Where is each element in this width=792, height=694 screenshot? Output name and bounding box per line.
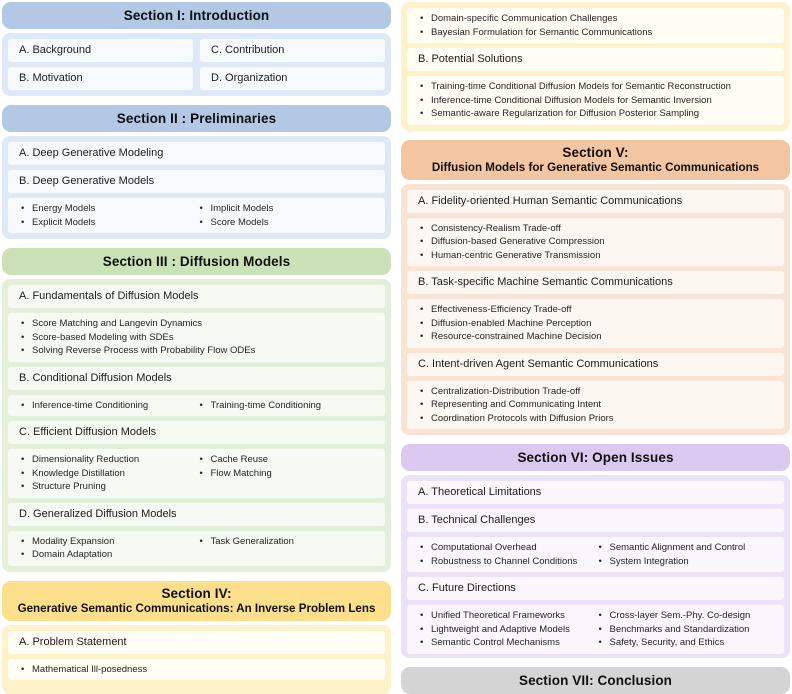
- bullet-item: • Semantic-aware Regularization for Diffusion Posterior Sampling: [417, 107, 774, 121]
- bullet-columns: [417, 222, 774, 263]
- bullet-item: • Diffusion-based Generative Compression: [417, 235, 774, 249]
- bullet-item: • Coordination Protocols with Diffusion Priors: [417, 412, 774, 426]
- bullet-column: [18, 453, 197, 494]
- bullet-item: • Semantic Alignment and Control: [596, 541, 775, 555]
- bullet-item: • Domain-specific Communication Challenges: [417, 12, 774, 26]
- bullet-item: • Training-time Conditioning: [197, 399, 376, 413]
- bullet-list: [8, 313, 385, 362]
- section-body: [2, 625, 391, 694]
- subsection-box: A. Fundamentals of Diffusion Models: [8, 285, 385, 308]
- bullet-columns: [18, 399, 375, 413]
- bullet-item: • Unified Theoretical Frameworks: [417, 609, 596, 623]
- bullet-item: • Solving Reverse Process with Probability Flow ODEs: [18, 344, 375, 358]
- bullet-item: • Bayesian Formulation for Semantic Communications: [417, 26, 774, 40]
- bullet-item: • Consistency-Realism Trade-off: [417, 222, 774, 236]
- subsection-box: C. Future Directions: [407, 577, 784, 600]
- section-title-line: Generative Semantic Communications: An Inverse Problem Lens: [17, 601, 376, 615]
- bullet-list: [407, 605, 784, 654]
- bullet-column: [417, 303, 774, 344]
- bullet-column: [596, 609, 775, 650]
- bullet-list: [407, 218, 784, 267]
- section-body: [2, 33, 391, 96]
- bullet-item: • Effectiveness-Efficiency Trade-off: [417, 303, 774, 317]
- subsection-box: B. Deep Generative Models: [8, 170, 385, 193]
- bullet-column: [417, 609, 596, 650]
- bullet-item: • Dimensionality Reduction: [18, 453, 197, 467]
- subsection-box: B. Task-specific Machine Semantic Communications: [407, 271, 784, 294]
- bullet-columns: [18, 663, 375, 677]
- section-title-line: Section I: Introduction: [123, 7, 270, 23]
- bullet-item: • Cross-layer Sem.-Phy. Co-design: [596, 609, 775, 623]
- bullet-item: • Explicit Models: [18, 216, 197, 230]
- bullet-item: • Mathematical Ill-posedness: [18, 663, 375, 677]
- bullet-item: • Computational Overhead: [417, 541, 596, 555]
- bullet-item: • Benchmarks and Standardization: [596, 623, 775, 637]
- bullet-list: [407, 381, 784, 430]
- subsection-box: A. Theoretical Limitations: [407, 481, 784, 504]
- section-body: [2, 136, 391, 239]
- bullet-column: [417, 222, 774, 263]
- subsection-box: A. Background: [8, 39, 193, 62]
- section-block: [2, 105, 391, 239]
- bullet-column: [197, 453, 376, 494]
- bullet-columns: [417, 609, 774, 650]
- subsection-box: A. Problem Statement: [8, 631, 385, 654]
- bullet-column: [596, 541, 775, 568]
- bullet-item: • Inference-time Conditional Diffusion Models for Semantic Inversion: [417, 94, 774, 108]
- section-title-line: Section VI: Open Issues: [517, 449, 674, 465]
- bullet-column: [197, 535, 376, 562]
- bullet-columns: [18, 453, 375, 494]
- section-body: [401, 2, 790, 131]
- bullet-columns: [417, 541, 774, 568]
- section-header: [401, 667, 790, 694]
- section-block: [401, 2, 790, 131]
- section-block: [401, 667, 790, 694]
- bullet-item: • Task Generalization: [197, 535, 376, 549]
- subsection-box: A. Fidelity-oriented Human Semantic Communications: [407, 190, 784, 213]
- bullet-item: • Inference-time Conditioning: [18, 399, 197, 413]
- bullet-columns: [18, 535, 375, 562]
- section-title-line: Section VII: Conclusion: [518, 672, 673, 688]
- subsection-box: D. Organization: [200, 67, 385, 90]
- bullet-list: [8, 198, 385, 233]
- section-block: [2, 2, 391, 96]
- subsection-box: C. Contribution: [200, 39, 385, 62]
- bullet-item: • Implicit Models: [197, 202, 376, 216]
- section-header: [401, 140, 790, 180]
- section-title-line: Section V:: [562, 144, 629, 160]
- subsection-box: B. Motivation: [8, 67, 193, 90]
- bullet-item: • Training-time Conditional Diffusion Models for Semantic Reconstruction: [417, 80, 774, 94]
- subsection-box: D. Generalized Diffusion Models: [8, 503, 385, 526]
- bullet-item: • Knowledge Distillation: [18, 467, 197, 481]
- section-block: [2, 248, 391, 572]
- bullet-column: [18, 399, 197, 413]
- bullet-list: [407, 76, 784, 125]
- bullet-item: • Safety, Security, and Ethics: [596, 636, 775, 650]
- bullet-item: • Semantic Control Mechanisms: [417, 636, 596, 650]
- bullet-list: [8, 449, 385, 498]
- bullet-item: • Centralization-Distribution Trade-off: [417, 385, 774, 399]
- bullet-item: • Robustness to Channel Conditions: [417, 555, 596, 569]
- bullet-column: [197, 202, 376, 229]
- section-header: [2, 105, 391, 132]
- bullet-list: [8, 395, 385, 417]
- section-header: [2, 2, 391, 29]
- bullet-item: • Human-centric Generative Transmission: [417, 249, 774, 263]
- section-title-line: Diffusion Models for Generative Semantic Communications: [431, 160, 760, 174]
- bullet-item: • Modality Expansion: [18, 535, 197, 549]
- bullet-columns: [18, 202, 375, 229]
- bullet-list: [8, 659, 385, 681]
- bullet-item: • Energy Models: [18, 202, 197, 216]
- section-header: [2, 248, 391, 275]
- bullet-item: • System Integration: [596, 555, 775, 569]
- bullet-column: [417, 541, 596, 568]
- section-body: [2, 279, 391, 572]
- subsection-box: A. Deep Generative Modeling: [8, 142, 385, 165]
- bullet-item: • Flow Matching: [197, 467, 376, 481]
- bullet-list: [407, 299, 784, 348]
- bullet-column: [417, 385, 774, 426]
- bullet-column: [18, 663, 375, 677]
- subsection-row: [8, 67, 385, 90]
- bullet-columns: [417, 12, 774, 39]
- bullet-item: • Lightweight and Adaptive Models: [417, 623, 596, 637]
- subsection-box: B. Technical Challenges: [407, 509, 784, 532]
- bullet-columns: [417, 303, 774, 344]
- bullet-column: [18, 317, 375, 358]
- section-block: [2, 581, 391, 694]
- bullet-columns: [18, 317, 375, 358]
- bullet-item: • Score Matching and Langevin Dynamics: [18, 317, 375, 331]
- subsection-box: C. Intent-driven Agent Semantic Communications: [407, 353, 784, 376]
- bullet-item: • Diffusion-enabled Machine Perception: [417, 317, 774, 331]
- section-header: [2, 581, 391, 621]
- bullet-columns: [417, 80, 774, 121]
- bullet-item: • Cache Reuse: [197, 453, 376, 467]
- subsection-box: B. Conditional Diffusion Models: [8, 367, 385, 390]
- bullet-item: • Score-based Modeling with SDEs: [18, 331, 375, 345]
- subsection-box: B. Potential Solutions: [407, 48, 784, 71]
- section-body: [401, 184, 790, 436]
- bullet-column: [197, 399, 376, 413]
- section-title-line: Section II : Preliminaries: [116, 110, 277, 126]
- bullet-item: • Resource-constrained Machine Decision: [417, 330, 774, 344]
- bullet-item: • Representing and Communicating Intent: [417, 398, 774, 412]
- bullet-list: [8, 531, 385, 566]
- bullet-list: [407, 537, 784, 572]
- bullet-column: [18, 535, 197, 562]
- section-block: [401, 444, 790, 658]
- subsection-box: C. Efficient Diffusion Models: [8, 421, 385, 444]
- bullet-item: • Score Models: [197, 216, 376, 230]
- bullet-column: [417, 80, 774, 121]
- section-title-line: Section IV:: [161, 585, 232, 601]
- bullet-list: [407, 8, 784, 43]
- section-title-line: Section III : Diffusion Models: [102, 253, 291, 269]
- bullet-columns: [417, 385, 774, 426]
- bullet-item: • Structure Pruning: [18, 480, 197, 494]
- subsection-row: [8, 39, 385, 62]
- section-body: [401, 475, 790, 658]
- section-block: [401, 140, 790, 436]
- bullet-column: [18, 202, 197, 229]
- column-left: [2, 2, 391, 694]
- bullet-column: [417, 12, 774, 39]
- column-right: [401, 2, 790, 694]
- section-header: [401, 444, 790, 471]
- bullet-item: • Domain Adaptation: [18, 548, 197, 562]
